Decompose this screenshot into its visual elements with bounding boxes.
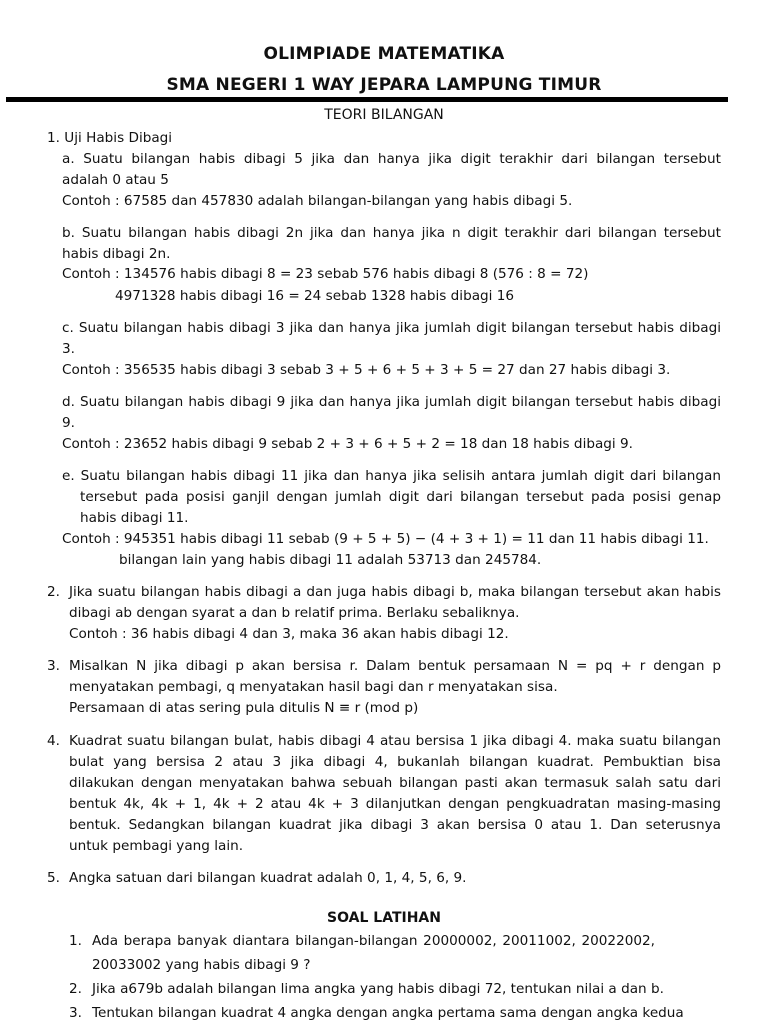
- header-school: SMA NEGERI 1 WAY JEPARA LAMPUNG TIMUR: [166, 75, 602, 95]
- text-line: bentuk 4k, 4k + 1, 4k + 2 atau 4k + 3 dilanjutkan dengan pengkuadratan masing-masing: [69, 796, 721, 812]
- text-line: adalah 0 atau 5: [62, 172, 169, 188]
- text-line: bilangan lain yang habis dibagi 11 adalah 53713 dan 245784.: [119, 552, 542, 568]
- text-line: dilakukan dengan menyatakan bahwa sebuah bilangan pasti akan termasuk salah satu dari: [69, 775, 721, 791]
- header-title: OLIMPIADE MATEMATIKA: [263, 44, 505, 64]
- text-line: Misalkan N jika dibagi p akan bersisa r. Dalam bentuk persamaan N = pq + r dengan p: [69, 658, 721, 674]
- text-line: dibagi ab dengan syarat a dan b relatif prima. Berlaku sebaliknya.: [69, 605, 520, 621]
- text-line: Tentukan bilangan kuadrat 4 angka dengan angka pertama sama dengan angka kedua: [92, 1005, 684, 1021]
- text-line: Jika suatu bilangan habis dibagi a dan juga habis dibagi b, maka bilangan tersebut akan habis: [69, 584, 721, 600]
- text-line: c. Suatu bilangan habis dibagi 3 jika dan hanya jika jumlah digit bilangan tersebut habis dibagi: [62, 320, 721, 336]
- text-line: 9.: [62, 415, 75, 431]
- list-number: 2.: [69, 981, 82, 997]
- text-line: tersebut pada posisi ganjil dengan jumlah digit dari bilangan tersebut pada posisi genap: [80, 489, 721, 505]
- text-line: 3.: [62, 341, 75, 357]
- text-line: habis dibagi 11.: [80, 510, 189, 526]
- text-line: a. Suatu bilangan habis dibagi 5 jika dan hanya jika digit terakhir dari bilangan tersebut: [62, 151, 721, 167]
- text-line: b. Suatu bilangan habis dibagi 2n jika dan hanya jika n digit terakhir dari bilangan tersebut: [62, 225, 721, 241]
- text-line: 4971328 habis dibagi 16 = 24 sebab 1328 habis dibagi 16: [115, 288, 515, 304]
- text-line: 1. Uji Habis Dibagi: [47, 130, 173, 146]
- text-line: menyatakan pembagi, q menyatakan hasil bagi dan r menyatakan sisa.: [69, 679, 558, 695]
- text-line: Contoh : 36 habis dibagi 4 dan 3, maka 36 akan habis dibagi 12.: [69, 626, 509, 642]
- text-line: bentuk. Sedangkan bilangan kuadrat jika dibagi 3 akan bersisa 0 atau 1. Dan seterusnya: [69, 817, 721, 833]
- text-line: Contoh : 945351 habis dibagi 11 sebab (9 + 5 + 5) − (4 + 3 + 1) = 11 dan 11 habis dibagi 11.: [62, 531, 709, 547]
- text-line: Contoh : 356535 habis dibagi 3 sebab 3 + 5 + 6 + 5 + 3 + 5 = 27 dan 27 habis dibagi 3.: [62, 362, 671, 378]
- text-line: Contoh : 67585 dan 457830 adalah bilangan-bilangan yang habis dibagi 5.: [62, 193, 573, 209]
- list-number: 5.: [47, 870, 60, 886]
- list-number: 1.: [69, 933, 82, 949]
- list-number: 4.: [47, 733, 60, 749]
- header-divider: [6, 97, 728, 102]
- list-number: 3.: [47, 658, 60, 674]
- text-line: e. Suatu bilangan habis dibagi 11 jika dan hanya jika selisih antara jumlah digit dari bilangan: [62, 468, 721, 484]
- text-line: 20033002 yang habis dibagi 9 ?: [92, 957, 311, 973]
- list-number: 2.: [47, 584, 60, 600]
- text-line: Kuadrat suatu bilangan bulat, habis dibagi 4 atau bersisa 1 jika dibagi 4. maka suatu bilangan: [69, 733, 721, 749]
- list-number: 3.: [69, 1005, 82, 1021]
- text-line: untuk pembagi yang lain.: [69, 838, 244, 854]
- section-title: TEORI BILANGAN: [324, 107, 444, 123]
- text-line: Jika a679b adalah bilangan lima angka yang habis dibagi 72, tentukan nilai a dan b.: [92, 981, 664, 997]
- text-line: d. Suatu bilangan habis dibagi 9 jika dan hanya jika jumlah digit bilangan tersebut habis dibagi: [62, 394, 721, 410]
- text-line: Angka satuan dari bilangan kuadrat adalah 0, 1, 4, 5, 6, 9.: [69, 870, 467, 886]
- text-line: habis dibagi 2n.: [62, 246, 171, 262]
- text-line: Contoh : 23652 habis dibagi 9 sebab 2 + 3 + 6 + 5 + 2 = 18 dan 18 habis dibagi 9.: [62, 436, 633, 452]
- text-line: Contoh : 134576 habis dibagi 8 = 23 sebab 576 habis dibagi 8 (576 : 8 = 72): [62, 266, 589, 282]
- text-line: Persamaan di atas sering pula ditulis N ≡ r (mod p): [69, 700, 419, 716]
- exercise-title: SOAL LATIHAN: [327, 910, 441, 926]
- text-line: Ada berapa banyak diantara bilangan-bilangan 20000002, 20011002, 20022002,: [92, 933, 655, 949]
- text-line: bulat yang bersisa 2 atau 3 jika dibagi 4, bukanlah bilangan kuadrat. Pembuktian bisa: [69, 754, 721, 770]
